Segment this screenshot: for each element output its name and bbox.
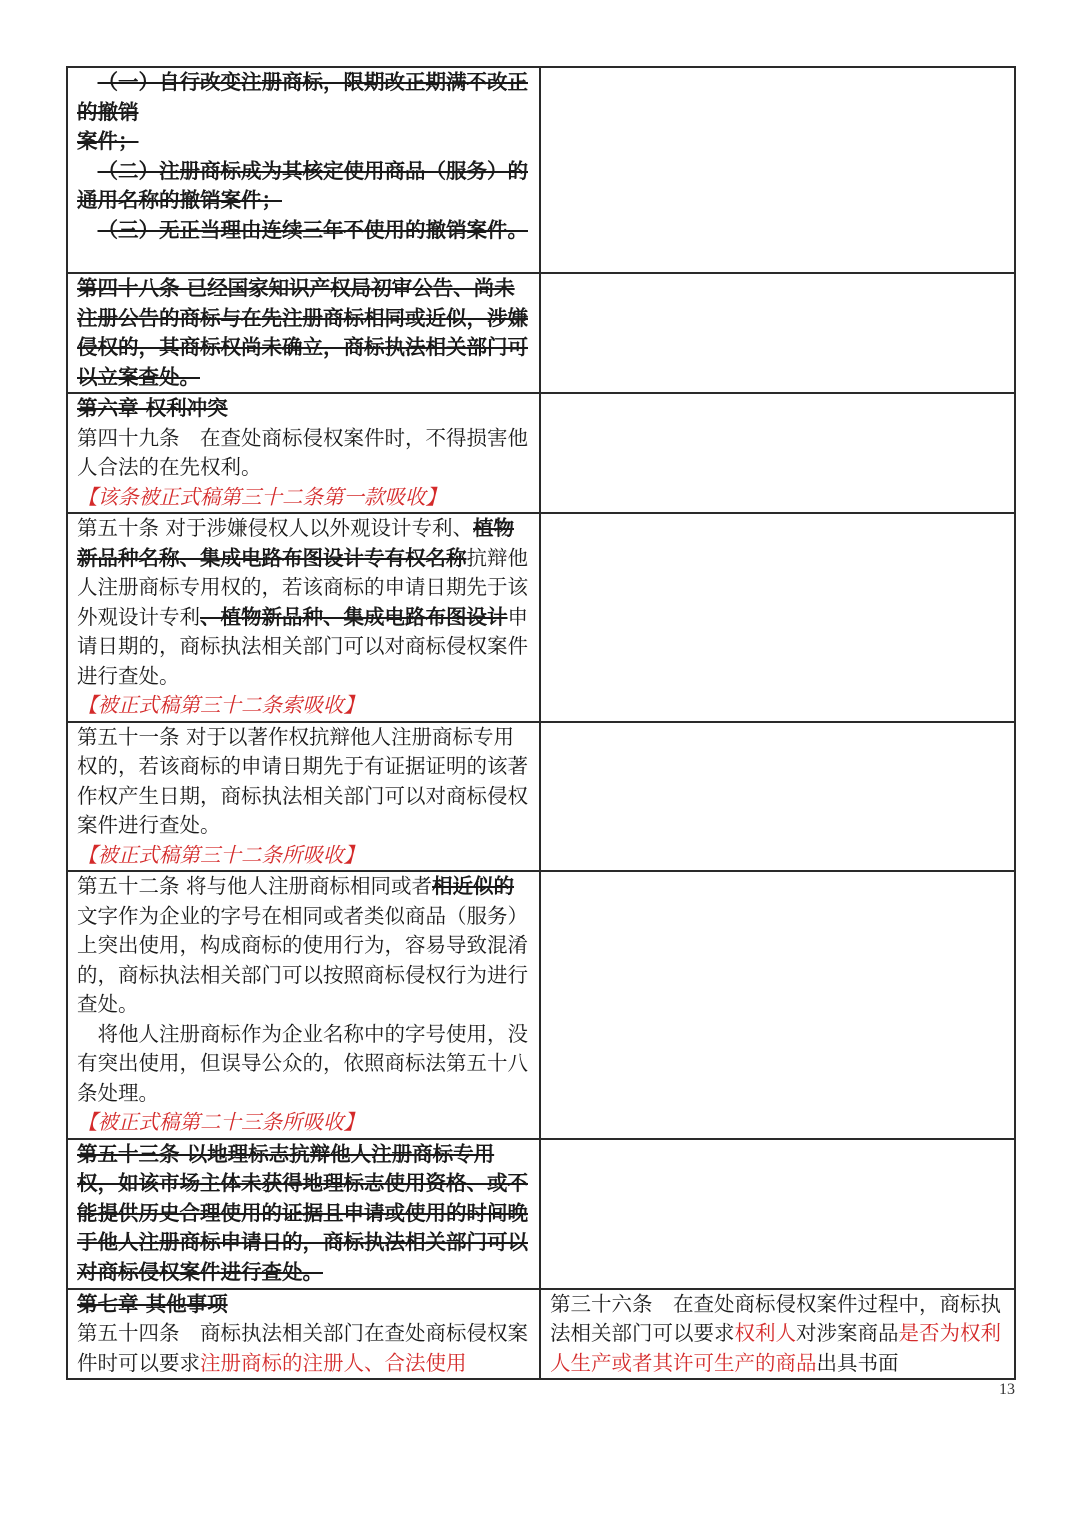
- article-49: 第四十九条 在查处商标侵权案件时，不得损害他人合法的在先权利。: [77, 425, 528, 479]
- table-row: [67, 513, 1015, 722]
- absorption-note: 【该条被正式稿第三十二条第一款吸收】: [77, 484, 446, 509]
- left-cell: [67, 393, 540, 513]
- deleted-clause-3: （三）无正当理由连续三年不使用的撤销案件。: [97, 217, 528, 242]
- right-cell: [540, 393, 1015, 513]
- absorption-note: 【被正式稿第三十二条所吸收】: [77, 842, 364, 867]
- right-cell: [540, 513, 1015, 722]
- left-cell: [67, 513, 540, 722]
- right-cell: [540, 1139, 1015, 1289]
- left-cell: [67, 1289, 540, 1380]
- left-cell: [67, 871, 540, 1139]
- left-cell: [67, 1139, 540, 1289]
- deleted-clause-1: （一）自行改变注册商标，限期改正期满不改正的撤销: [77, 70, 528, 124]
- table-row: [67, 1139, 1015, 1289]
- article-51: 第五十一条 对于以著作权抗辩他人注册商标专用权的，若该商标的申请日期先于有证据证明的该著作权产生日期，商标执法相关部门可以对商标侵权案件进行查处。: [77, 724, 528, 837]
- table-row: [67, 393, 1015, 513]
- table-row: [67, 871, 1015, 1139]
- left-cell: [67, 273, 540, 393]
- article-36: 第三十六条 在查处商标侵权案件过程中，商标执法相关部门可以要求权利人对涉案商品是否为权利人生产或者其许可生产的商品出具书面: [550, 1291, 1001, 1375]
- comparison-table: [66, 66, 1016, 1380]
- article-54: 第五十四条 商标执法相关部门在查处商标侵权案件时可以要求注册商标的注册人、合法使用: [77, 1321, 528, 1375]
- absorption-note: 【被正式稿第三十二条索吸收】: [77, 693, 364, 717]
- right-cell: [540, 1289, 1015, 1380]
- table-row: [67, 722, 1015, 872]
- table-row: [67, 273, 1015, 393]
- article-48: 第四十八条 已经国家知识产权局初审公告、尚未注册公告的商标与在先注册商标相同或近似，涉嫌侵权的，其商标权尚未确立，商标执法相关部门可以立案查处。: [77, 276, 528, 389]
- table-row: [67, 67, 1015, 273]
- article-50: 第五十条 对于涉嫌侵权人以外观设计专利、植物新品种名称、集成电路布图设计专有权名称抗辩他人注册商标专用权的，若该商标的申请日期先于该外观设计专利、植物新品种、集成电路布图设计申请日期的，商标执法相关部门可以对商标侵权案件进行查处。: [77, 516, 528, 688]
- right-cell: [540, 722, 1015, 872]
- chapter-7-heading: 第七章 其他事项: [77, 1291, 228, 1316]
- deleted-clause-2: （二）注册商标成为其核定使用商品（服务）的通用名称的撤销案件；: [77, 158, 528, 212]
- article-53: 第五十三条 以地理标志抗辩他人注册商标专用权，如该市场主体未获得地理标志使用资格、或不能提供历史合理使用的证据且申请或使用的时间晚于他人注册商标申请日的，商标执法相关部门可以对商标侵权案件进行查处。: [77, 1141, 528, 1284]
- left-cell: [67, 722, 540, 872]
- page-number: 13: [999, 1381, 1015, 1398]
- table-row: [67, 1289, 1015, 1380]
- left-cell: [67, 67, 540, 273]
- right-cell: [540, 67, 1015, 273]
- article-52-para-2: 将他人注册商标作为企业名称中的字号使用，没有突出使用，但误导公众的，依照商标法第五十八条处理。: [77, 1021, 528, 1105]
- article-52: 第五十二条 将与他人注册商标相同或者相近似的文字作为企业的字号在相同或者类似商品（服务）上突出使用，构成商标的使用行为，容易导致混淆的，商标执法相关部门可以按照商标侵权行为进行查处。: [77, 874, 528, 1016]
- right-cell: [540, 871, 1015, 1139]
- absorption-note: 【被正式稿第二十三条所吸收】: [77, 1110, 364, 1134]
- chapter-6-heading: 第六章 权利冲突: [77, 396, 228, 420]
- right-cell: [540, 273, 1015, 393]
- deleted-clause-1-cont: 案件；: [77, 129, 139, 153]
